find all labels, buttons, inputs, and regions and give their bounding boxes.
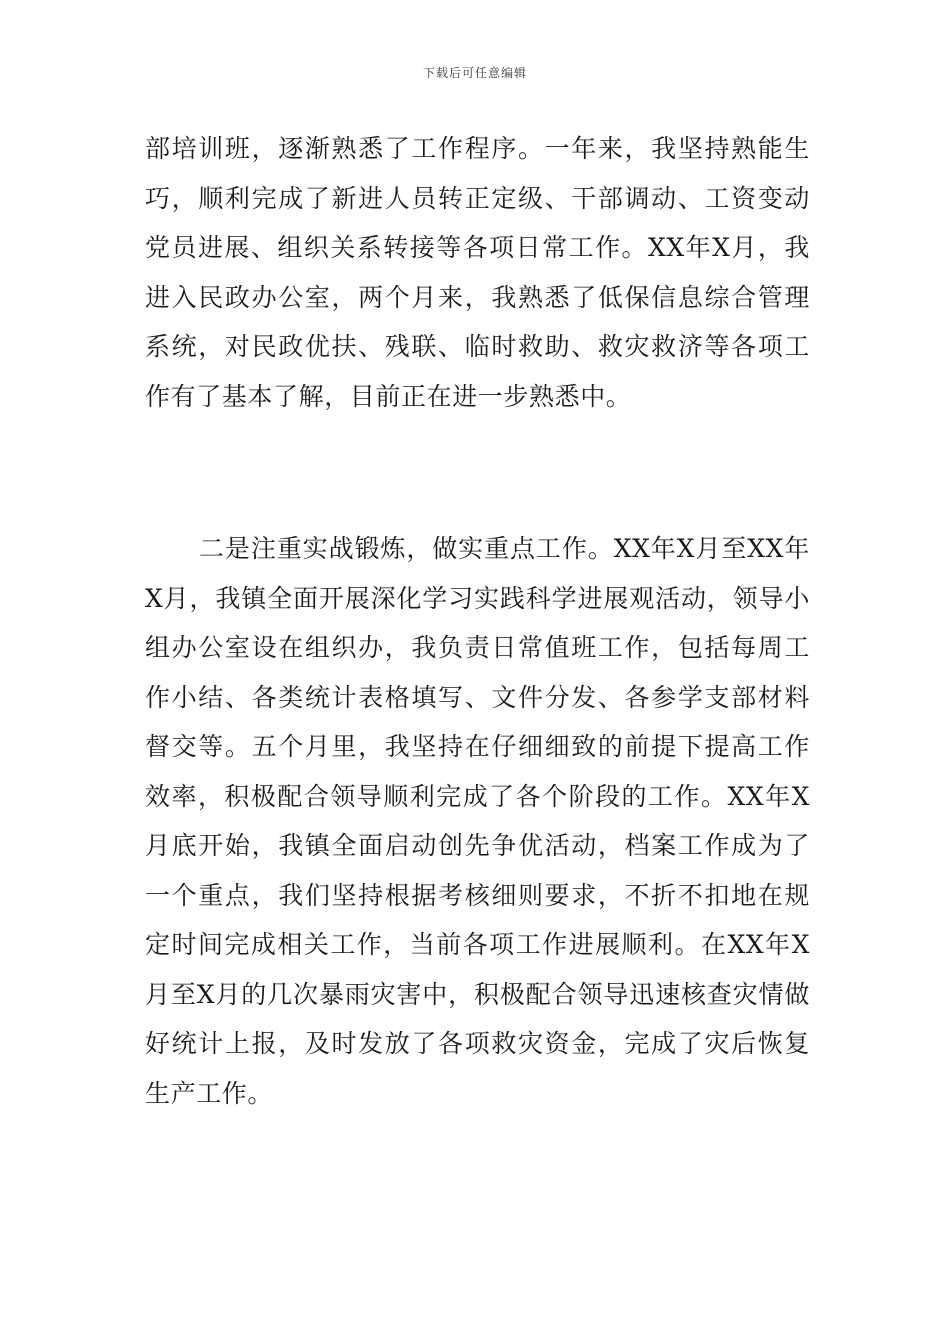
paragraph-1 <box>145 124 810 421</box>
text-line: 效率，积极配合领导顺利完成了各个阶段的工作。XX年X <box>145 781 810 811</box>
text-line: 月至X月的几次暴雨灾害中，积极配合领导迅速核查灾情做 <box>145 979 810 1009</box>
text-line: 作有了基本了解，目前正在进一步熟悉中。 <box>145 381 632 411</box>
text-line: 进入民政办公室，两个月来，我熟悉了低保信息综合管理 <box>145 282 810 312</box>
text-line: 生产工作。 <box>145 1078 274 1108</box>
text-line: 一个重点，我们坚持根据考核细则要求，不折不扣地在规 <box>145 880 810 910</box>
text-line: 系统，对民政优扶、残联、临时救助、救灾救济等各项工 <box>145 332 810 361</box>
text-line: 部培训班，逐渐熟悉了工作程序。一年来，我坚持熟能生 <box>145 134 810 163</box>
page-header: 下载后可任意编辑 <box>422 66 527 80</box>
text-line: 好统计上报，及时发放了各项救灾资金，完成了灾后恢复 <box>145 1029 810 1058</box>
text-line: 定时间完成相关工作，当前各项工作进展顺利。在XX年X <box>145 930 810 959</box>
paragraph-2 <box>145 524 810 1118</box>
text-line: 党员进展、组织关系转接等各项日常工作。XX年X月，我 <box>145 233 810 262</box>
text-line: 二是注重实战锻炼，做实重点工作。XX年X月至XX年 <box>199 534 810 563</box>
text-line: 月底开始，我镇全面启动创先争优活动，档案工作成为了 <box>145 831 810 860</box>
text-line: 巧，顺利完成了新进人员转正定级、干部调动、工资变动 <box>145 183 810 213</box>
text-line: 作小结、各类统计表格填写、文件分发、各参学支部材料 <box>145 682 810 712</box>
text-line: 督交等。五个月里，我坚持在仔细细致的前提下提高工作 <box>145 732 810 761</box>
text-line: 组办公室设在组织办，我负责日常值班工作，包括每周工 <box>145 633 810 662</box>
text-line: X月，我镇全面开展深化学习实践科学进展观活动，领导小 <box>145 583 810 613</box>
